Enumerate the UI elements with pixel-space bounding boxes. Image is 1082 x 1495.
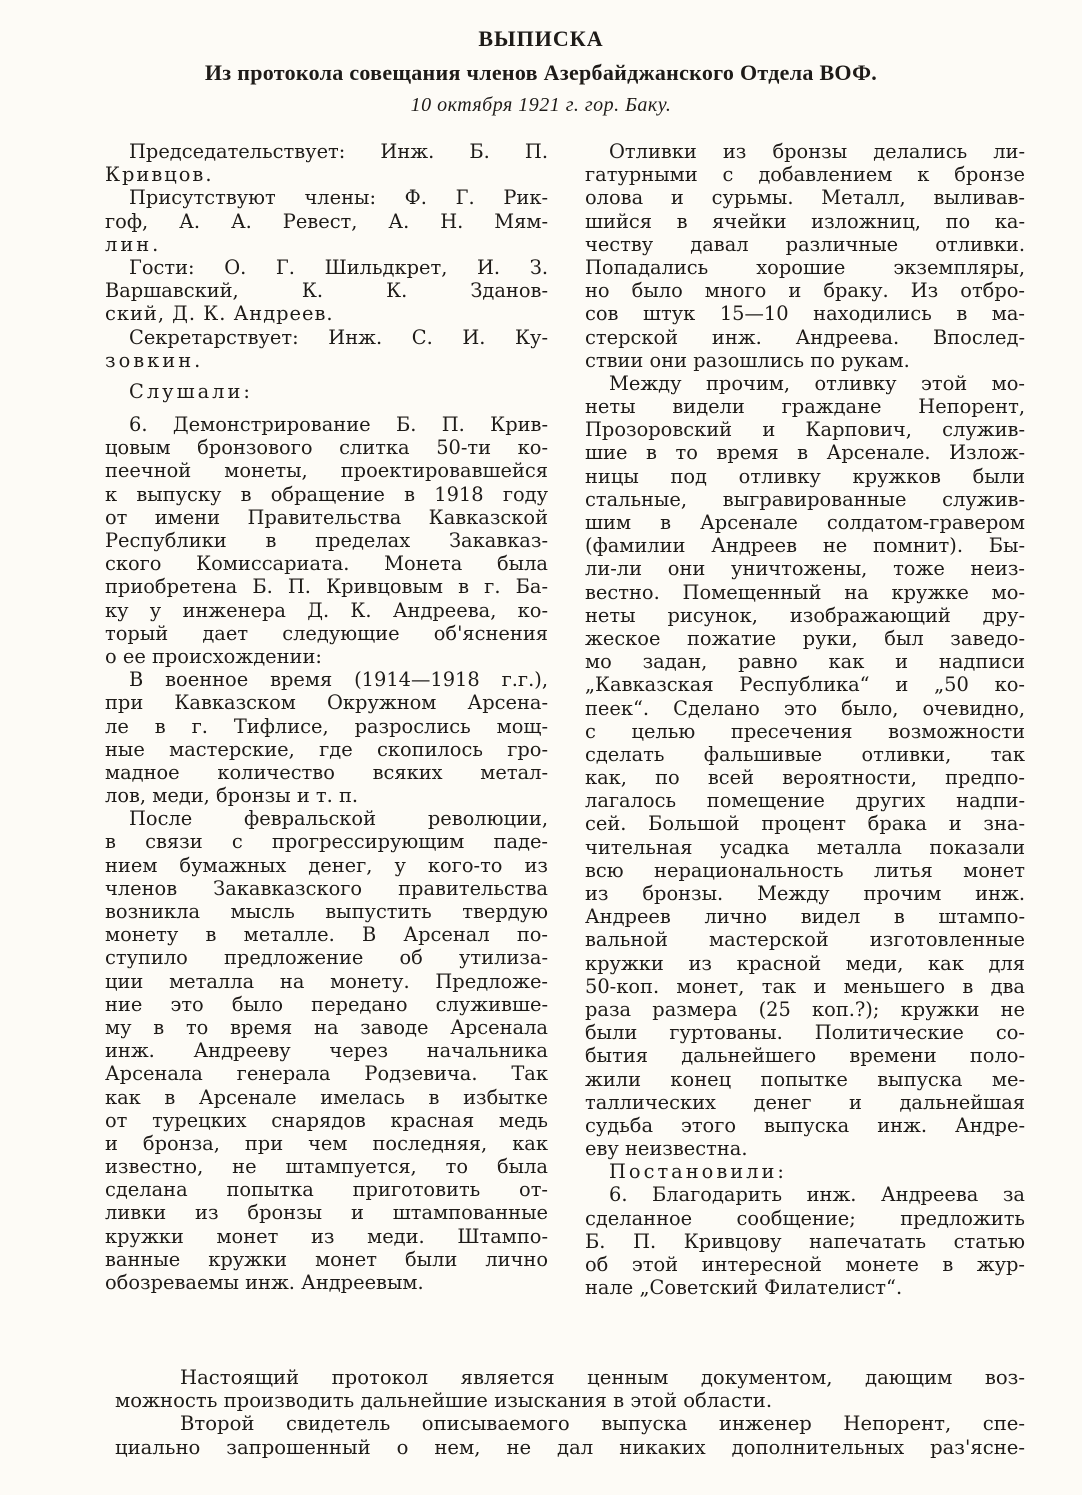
text-line: ствии они разошлись по рукам. [585,348,910,372]
text-line: вестно. Помещенный на кружке мо- [585,580,1025,604]
text-line: шие в то время в Арсенале. Излож- [585,441,1025,465]
text-line: ции металла на монету. Предложе- [105,969,548,993]
text-line: Между прочим, отливку этой мо- [609,371,1025,395]
text-line: сделать фальшивые отливки, так [585,742,1025,766]
text-line: лин. [105,232,162,256]
text-line: Гости: О. Г. Шильдкрет, И. З. [129,255,548,279]
text-line: Секретарствует: Инж. С. И. Ку- [129,325,548,349]
text-line: шийся в ячейки изложниц, по ка- [585,209,1025,233]
text-line: торый дает следующие об'яснения [105,621,548,645]
document-subtitle: Из протокола совещания членов Азербайджанского Отдела ВОФ. [204,60,878,85]
document-date: 10 октября 1921 г. гор. Баку. [410,94,672,116]
text-line: ступило предложение об утилиза- [105,946,548,970]
text-line: В военное время (1914—1918 г.г.), [129,668,548,692]
text-line: ные мастерские, где скопилось гро- [105,737,548,761]
text-line: вальной мастерской изготовленные [585,928,1025,952]
text-line: кружки монет из меди. Штампо- [105,1224,548,1248]
text-line: но было много и браку. Из отбро- [585,279,1025,303]
section-heading-resolved: Постановили: [609,1160,787,1184]
text-line: Андреев лично видел в штампо- [585,905,1025,929]
text-line: об этой интересной монете в жур- [585,1253,1025,1276]
text-line: му в то время на заводе Арсенала [105,1015,548,1039]
text-line: кружки из красной меди, как для [585,951,1025,975]
text-line: стерской инж. Андреева. Впослед- [585,325,1025,349]
text-line: раза размера (25 коп.?); кружки не [585,997,1025,1021]
text-line: цовым бронзового слитка 50-ти ко- [105,436,548,460]
text-line: приобретена Б. П. Кривцовым в г. Ба- [105,575,548,599]
text-line: Б. П. Кривцову напечатать статью [585,1229,1025,1253]
text-line: к выпуску в обращение в 1918 году [105,482,548,506]
text-line: от турецких снарядов красная медь [105,1108,548,1132]
text-line: ние это было передано служивше- [105,992,548,1016]
text-line: Варшавский, К. К. Зданов- [105,279,548,303]
text-line: инж. Андрееву через начальника [105,1039,548,1063]
text-line: лагалось помещение других надпи- [585,789,1025,813]
text-line: ского Комиссариата. Монета была [105,552,548,576]
text-line: „Кавказская Республика“ и „50 ко- [585,673,1025,697]
text-line: Присутствуют члены: Ф. Г. Рик- [129,186,548,210]
text-line: пеек“. Сделано это было, очевидно, [585,696,1025,720]
text-line: (фамилии Андреев не помнит). Бы- [585,534,1025,558]
text-line: Кривцов. [105,163,214,187]
text-line: ливки из бронзы и штампованные [105,1201,548,1225]
text-line: членов Закавказского правительства [105,876,548,900]
section-heading-heard: Слушали: [129,379,253,403]
text-line: жили конец попытке выпуска ме- [585,1067,1025,1091]
text-line: ли-ли они уничтожены, тоже неиз- [585,557,1025,581]
text-line: известно, не штампуется, то была [105,1155,548,1179]
text-line: лов, меди, бронзы и т. п. [105,784,359,808]
document-title: ВЫПИСКА [478,26,604,51]
text-line: циально запрошенный о нем, не дал никаких дополнительных раз'ясне- [115,1435,1025,1459]
text-line: 6. Благодарить инж. Андреева за [609,1183,1025,1207]
document-header [0,26,1082,117]
text-line: гоф, А. А. Ревест, А. Н. Мям- [105,209,548,233]
text-line: ванные кружки монет были лично [105,1247,548,1271]
text-line: Второй свидетель описываемого выпуска инженер Непорент, спе- [180,1412,1025,1436]
right-column [585,140,1025,1299]
text-line: Арсенала генерала Родзевича. Так [105,1062,548,1086]
text-line: и бронза, при чем последняя, как [105,1131,548,1155]
text-line: стальные, выгравированные служив- [585,487,1025,511]
text-line: гатурными с добавлением к бронзе [585,163,1025,187]
text-line: всю нерациональность литья монет [585,858,1025,882]
text-line: шим в Арсенале солдатом-гравером [585,511,1025,534]
text-line: судьба этого выпуска инж. Андре- [585,1113,1025,1137]
text-line: как, по всей вероятности, предпо- [585,766,1025,790]
text-line: нале „Советский Филателист“. [585,1276,903,1300]
text-line: олова и сурьмы. Металл, выливав- [585,186,1025,210]
text-line: Республики в пределах Закавказ- [105,529,548,552]
text-line: возникла мысль выпустить твердую [105,900,548,923]
closing-paragraphs [105,1366,1025,1459]
text-line: Председательствует: Инж. Б. П. [129,140,548,163]
text-line: Отливки из бронзы делались ли- [609,140,1025,163]
text-line: пеечной монеты, проектировавшейся [105,459,548,483]
text-line: были гуртованы. Политические со- [585,1021,1025,1045]
text-line: мадное количество всяких метал- [105,760,548,784]
text-line: таллических денег и дальнейшая [585,1090,1025,1114]
text-line: После февральской революции, [129,807,548,831]
text-line: с целью пресечения возможности [585,719,1025,743]
text-line: 50-коп. монет, так и меньшего в два [585,974,1025,998]
text-line: от имени Правительства Кавказской [105,505,548,529]
text-line: ский, Д. К. Андреев. [105,302,334,326]
text-line: при Кавказском Окружном Арсена- [105,691,548,715]
text-line: сделана попытка приготовить от- [105,1178,548,1202]
text-line: мо задан, равно как и надписи [585,650,1025,674]
text-line: в связи с прогрессирующим паде- [105,830,548,854]
text-line: монету в металле. В Арсенал по- [105,923,548,947]
text-line: Прозоровский и Карпович, служив- [585,418,1025,442]
text-line: бытия дальнейшего времени поло- [585,1044,1025,1068]
text-line: зовкин. [105,348,204,372]
text-line: ницы под отливку кружков были [585,464,1025,488]
text-line: неты рисунок, изображающий дру- [585,603,1025,627]
left-column [105,140,548,1294]
text-line: сделанное сообщение; предложить [585,1206,1025,1230]
text-line: ле в г. Тифлисе, разрослись мощ- [105,714,548,738]
text-line: 6. Демонстрирование Б. П. Крив- [129,413,548,437]
text-line: еву неизвестна. [585,1137,748,1161]
text-line: честву давал различные отливки. [585,232,1025,256]
text-line: из бронзы. Между прочим инж. [585,882,1025,905]
text-line: нием бумажных денег, у кого-то из [105,853,548,877]
text-line: сей. Большой процент брака и зна- [585,812,1025,836]
text-line: Попадались хорошие экземпляры, [585,255,1025,279]
text-line: жеское пожатие руки, был заведо- [585,626,1025,650]
text-line: Настоящий протокол является ценным документом, дающим воз- [180,1366,1025,1389]
text-line: сов штук 15—10 находились в ма- [585,302,1025,326]
text-line: ку у инженера Д. К. Андреева, ко- [105,598,548,622]
text-line: как в Арсенале имелась в избытке [105,1085,548,1109]
text-line: обозреваемы инж. Андреевым. [105,1271,424,1294]
text-line: чительная усадка металла показали [585,835,1025,859]
text-line: неты видели граждане Непорент, [585,395,1025,419]
text-line: о ее происхождении: [105,644,322,668]
text-line: можность производить дальнейшие изыскания в этой области. [115,1389,773,1413]
